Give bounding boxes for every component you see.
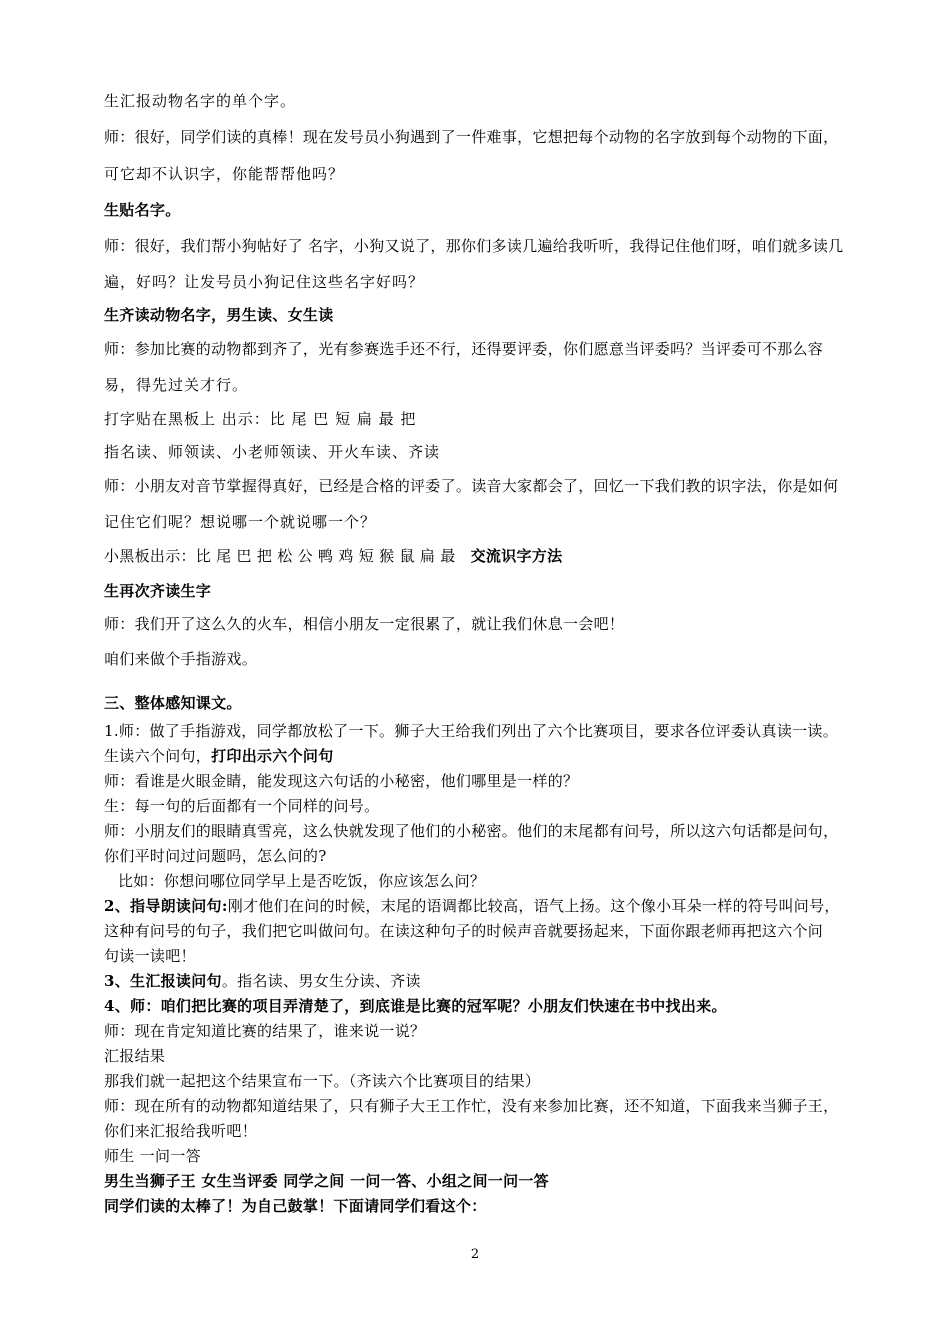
inline-bold-text: 2、指导朗读问句:: [104, 897, 228, 915]
paragraph-line: [104, 745, 890, 766]
bold-line: 男生当狮子王 女生当评委 同学之间 一问一答、小组之间一问一答: [104, 1172, 549, 1190]
page-number: 2: [470, 1247, 480, 1262]
bold-line: 4、师：咱们把比赛的项目弄清楚了，到底谁是比赛的冠军呢？小朋友们快速在书中找出来。: [104, 997, 727, 1015]
section-heading: 三、整体感知课文。: [104, 694, 242, 712]
paragraph-line: 句读一读吧！: [104, 947, 196, 965]
paragraph-line: 比如：你想问哪位同学早上是否吃饭，你应该怎么问？: [118, 872, 486, 890]
paragraph-line: 师生 一问一答: [104, 1147, 201, 1165]
inline-text: 刚才他们在问的时候，末尾的语调都比较高，语气上扬。这个像小耳朵一样的符号叫问号，: [227, 897, 840, 915]
inline-bold-text: 交流识字方法: [470, 547, 563, 565]
paragraph-line: 生：每一句的后面都有一个同样的问号。: [104, 797, 380, 815]
paragraph-line: 1.师：做了手指游戏，同学都放松了一下。狮子大王给我们列出了六个比赛项目，要求各位评委认真读一读。: [104, 722, 839, 740]
paragraph-line: 师：我们开了这么久的火车，相信小朋友一定很累了，就让我们休息一会吧！: [104, 615, 625, 633]
bold-line: 生贴名字。: [104, 201, 181, 219]
paragraph-line: 你们来汇报给我听吧！: [104, 1122, 258, 1140]
paragraph-line: [104, 970, 890, 991]
inline-bold-text: 打印出示六个问句: [211, 747, 334, 765]
paragraph-line: 师：参加比赛的动物都到齐了，光有参赛选手还不行，还得要评委，你们愿意当评委吗？当评委可不那么容: [104, 340, 824, 358]
paragraph-line: 汇报结果: [104, 1047, 166, 1065]
inline-text: 小黑板出示：比 尾 巴 把 松 公 鸭 鸡 短 猴 鼠 扁 最: [104, 547, 456, 565]
paragraph-line: 咱们来做个手指游戏。: [104, 650, 258, 668]
paragraph-line: 可它却不认识字，你能帮帮他吗？: [104, 165, 345, 183]
paragraph-line: [104, 545, 890, 566]
paragraph-line: 师：很好，我们帮小狗帖好了 名字，小狗又说了，那你们多读几遍给我听听，我得记住他们呀，咱们就多读几: [104, 237, 844, 255]
paragraph-line: 指名读、师领读、小老师领读、开火车读、齐读: [104, 443, 441, 461]
inline-bold-text: 3、生汇报读问句: [104, 972, 222, 990]
paragraph-line: 易，得先过关才行。: [104, 376, 249, 394]
paragraph-line: 师：现在所有的动物都知道结果了，只有狮子大王工作忙，没有来参加比赛，还不知道，下面我来当狮子王，: [104, 1097, 839, 1115]
paragraph-line: 师：很好，同学们读的真棒！现在发号员小狗遇到了一件难事，它想把每个动物的名字放到每个动物的下面，: [104, 128, 839, 146]
paragraph-line: 你们平时问过问题吗，怎么问的?: [104, 847, 327, 865]
paragraph-line: 那我们就一起把这个结果宣布一下。（齐读六个比赛项目的结果）: [104, 1072, 541, 1090]
inline-text: 生读六个问句，: [104, 747, 212, 765]
paragraph-line: 记住它们呢？想说哪一个就说哪一个？: [104, 513, 377, 531]
paragraph-line: 这种有问号的句子，我们把它叫做问句。在读这种句子的时候声音就要扬起来，下面你跟老师再把这六个问: [104, 922, 824, 940]
bold-line: 生再次齐读生字: [104, 582, 212, 600]
bold-line: 同学们读的太棒了！为自己鼓掌！下面请同学们看这个：: [104, 1197, 487, 1215]
inline-text: 。指名读、男女生分读、齐读: [221, 972, 421, 990]
paragraph-line: 师：小朋友们的眼睛真雪亮，这么快就发现了他们的小秘密。他们的末尾都有问号，所以这六句话都是问句，: [104, 822, 839, 840]
paragraph-line: 生汇报动物名字的单个字。: [104, 92, 297, 110]
paragraph-line: 师：小朋友对音节掌握得真好，已经是合格的评委了。读音大家都会了，回忆一下我们教的识字法，你是如何: [104, 477, 839, 495]
paragraph-line: 遍，好吗？让发号员小狗记住这些名字好吗？: [104, 273, 425, 291]
paragraph-line: 师：现在肯定知道比赛的结果了，谁来说一说？: [104, 1022, 426, 1040]
bold-line: 生齐读动物名字，男生读、女生读: [104, 306, 334, 324]
paragraph-line: [104, 895, 890, 916]
paragraph-line: 打字贴在黑板上 出示：比 尾 巴 短 扁 最 把: [104, 410, 417, 428]
paragraph-line: 师：看谁是火眼金睛，能发现这六句话的小秘密，他们哪里是一样的？: [104, 772, 579, 790]
